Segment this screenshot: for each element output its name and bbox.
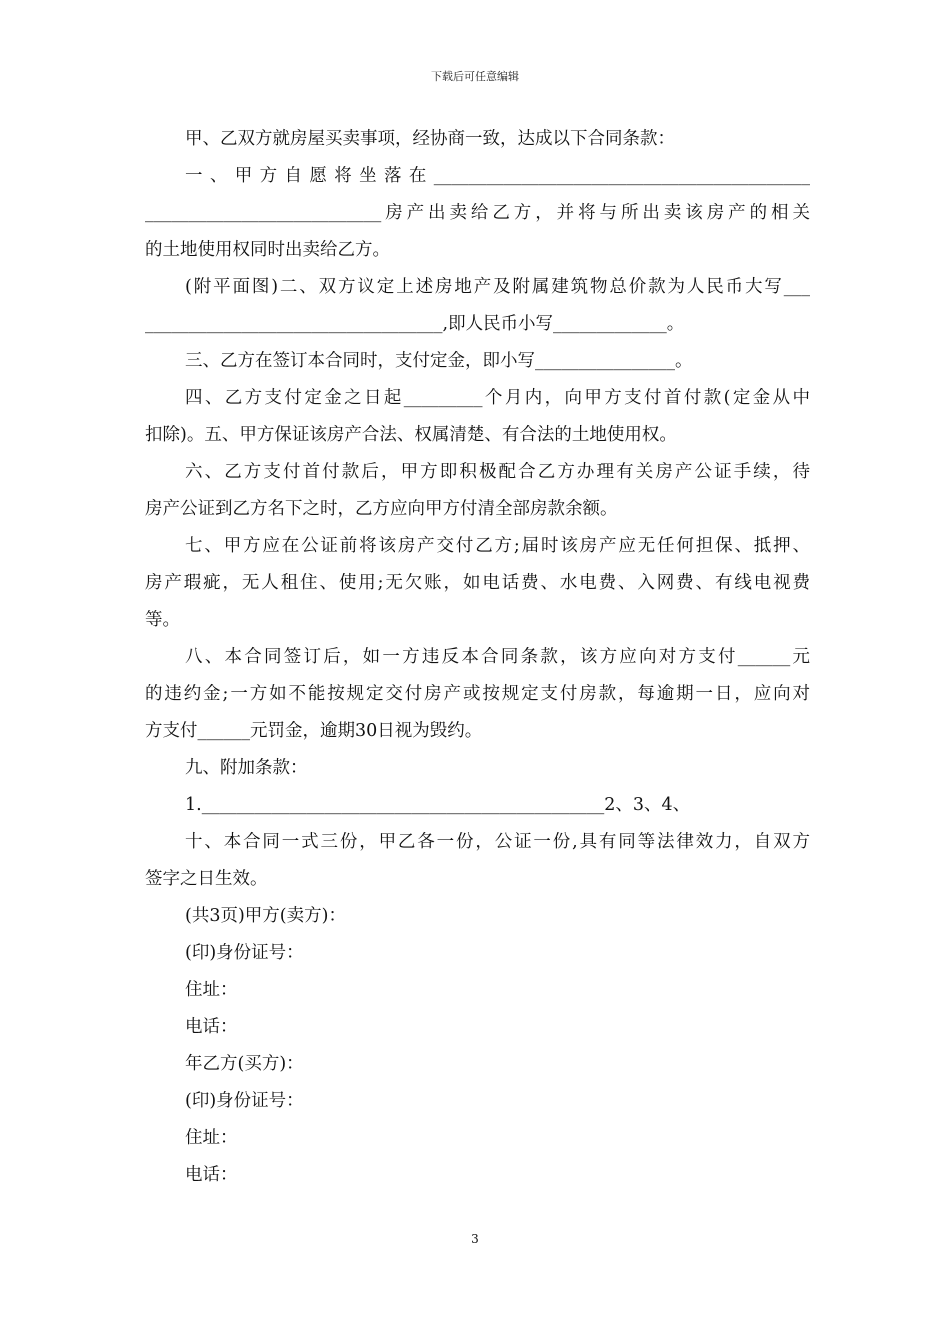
paragraph-line: 方支付______元罚金，逾期30日视为毁约。: [145, 721, 483, 741]
page-header: 下载后可任意编辑: [431, 70, 519, 83]
paragraph-line: 十、本合同一式三份，甲乙各一份，公证一份,具有同等法律效力，自双方: [185, 832, 810, 852]
paragraph-line: 七、甲方应在公证前将该房产交付乙方;届时该房产应无任何担保、抵押、: [185, 536, 810, 556]
page-number: 3: [471, 1232, 479, 1246]
signature-line: 住址：: [185, 980, 238, 1000]
paragraph-line: 甲、乙双方就房屋买卖事项，经协商一致，达成以下合同条款：: [185, 129, 675, 149]
contract-body: [145, 121, 810, 1194]
paragraph-line: 的土地使用权同时出卖给乙方。: [145, 240, 390, 260]
signature-line: 住址：: [185, 1128, 238, 1148]
paragraph-line: 八、本合同签订后，如一方违反本合同条款，该方应向对方支付______元: [185, 647, 810, 667]
signature-line: (共3页)甲方(卖方)：: [185, 906, 346, 926]
paragraph-line: 房产瑕疵，无人租住、使用;无欠账，如电话费、水电费、入网费、有线电视费: [145, 573, 810, 593]
signature-line: 电话：: [185, 1017, 238, 1037]
paragraph-line: 三、乙方在签订本合同时，支付定金，即小写________________。: [185, 351, 693, 371]
paragraph-line: ___________________________房产出卖给乙方，并将与所出卖该房产的相关: [145, 203, 810, 223]
paragraph-line: 九、附加条款：: [185, 758, 308, 778]
paragraph-line: 扣除)。五、甲方保证该房产合法、权属清楚、有合法的土地使用权。: [145, 425, 677, 445]
paragraph-line: 房产公证到乙方名下之时，乙方应向甲方付清全部房款余额。: [145, 499, 618, 519]
paragraph-line: __________________________________,即人民币小写_____________。: [145, 314, 685, 334]
signature-line: 年乙方(买方)：: [185, 1054, 304, 1074]
signature-line: (印)身份证号：: [185, 943, 304, 963]
paragraph-line: 签字之日生效。: [145, 869, 268, 889]
paragraph-line: 六、乙方支付首付款后，甲方即积极配合乙方办理有关房产公证手续，待: [185, 462, 810, 482]
paragraph-line: (附平面图)二、双方议定上述房地产及附属建筑物总价款为人民币大写___: [185, 277, 810, 297]
paragraph-line: 一、甲方自愿将坐落在___________________________________________: [185, 166, 810, 186]
paragraph-line: 1.______________________________________________2、3、4、: [185, 795, 691, 815]
paragraph-line: 四、乙方支付定金之日起_________个月内，向甲方支付首付款(定金从中: [185, 388, 810, 408]
signature-line: (印)身份证号：: [185, 1091, 304, 1111]
signature-line: 电话：: [185, 1165, 238, 1185]
paragraph-line: 的违约金;一方如不能按规定交付房产或按规定支付房款，每逾期一日，应向对: [145, 684, 810, 704]
paragraph-line: 等。: [145, 610, 180, 630]
